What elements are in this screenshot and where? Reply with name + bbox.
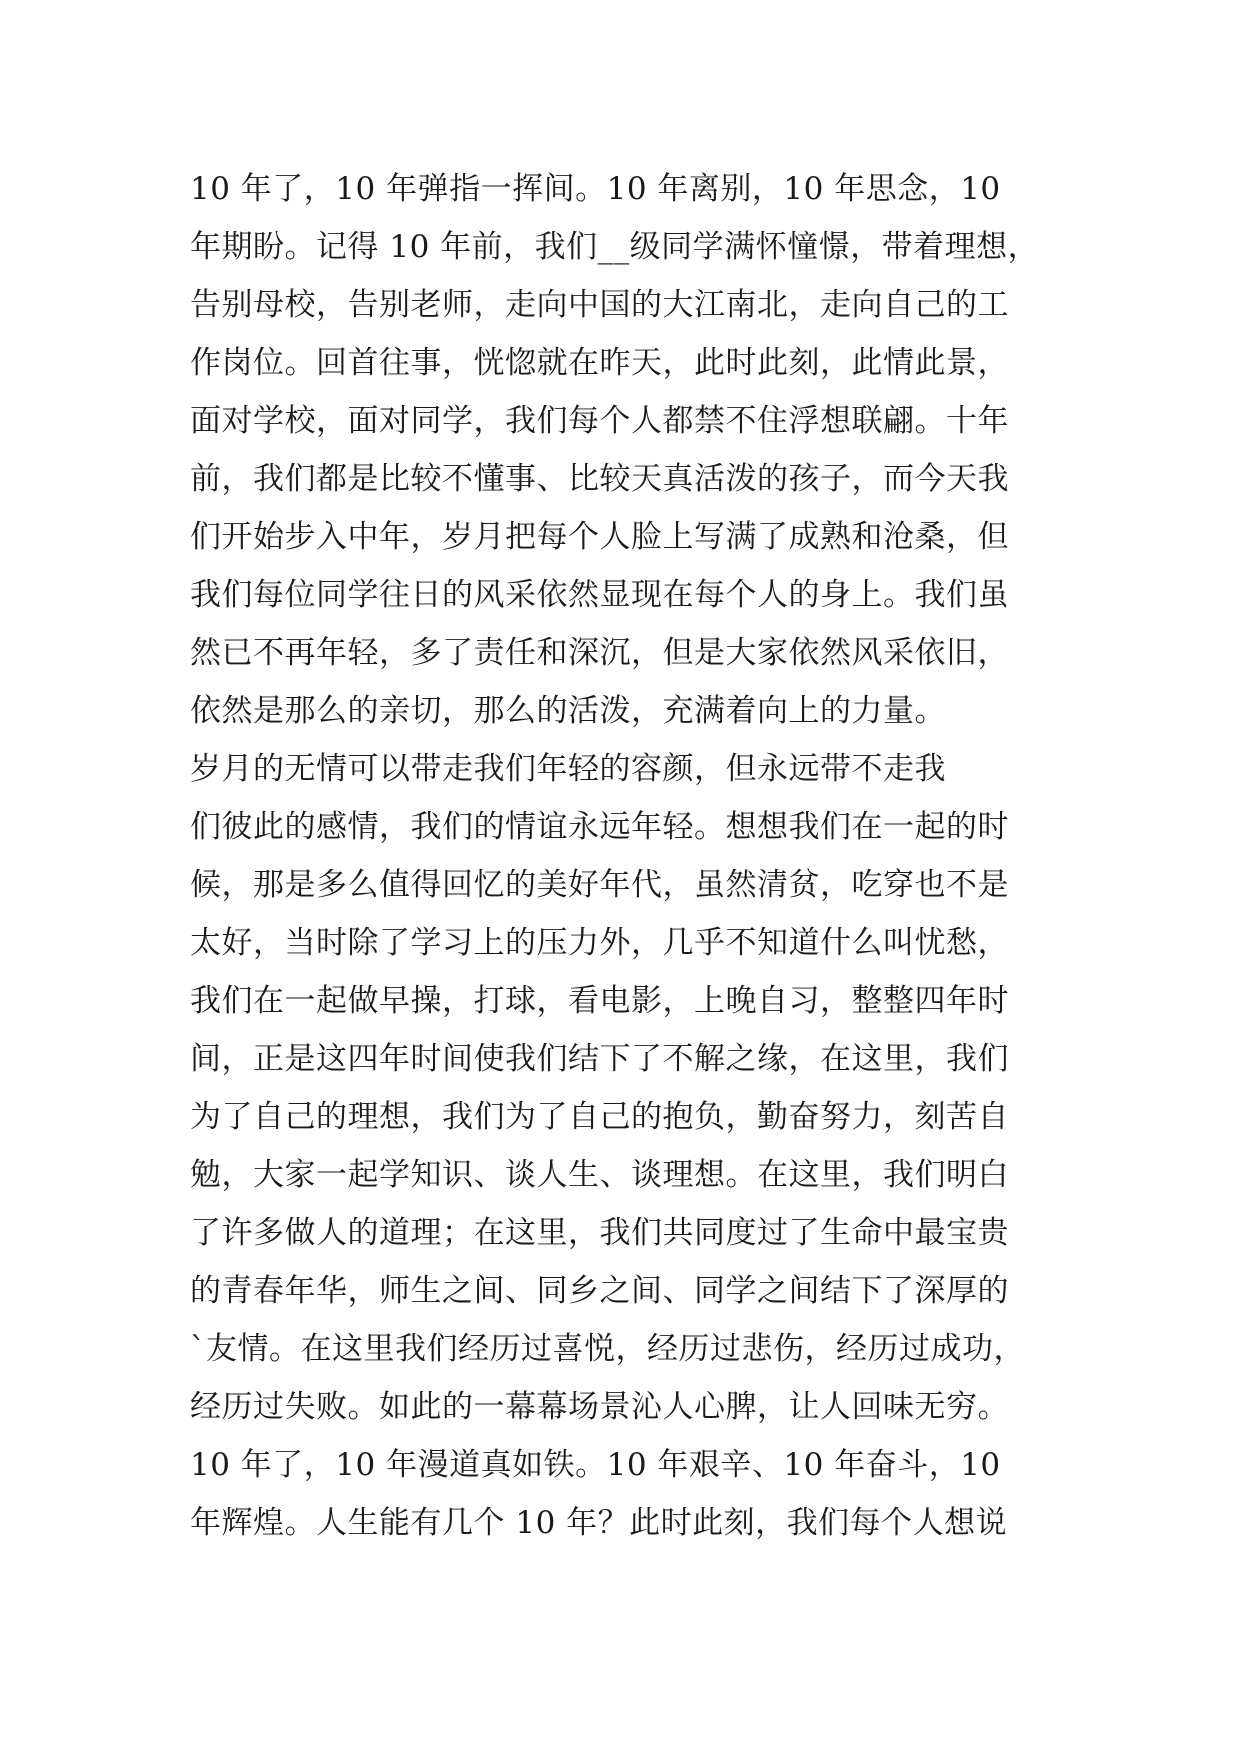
text-line: 10 年了，10 年弹指一挥间。10 年离别，10 年思念，10 — [190, 171, 1001, 207]
text-line: 候，那是多么值得回忆的美好年代，虽然清贫，吃穿也不是 — [190, 867, 1009, 903]
text-line: 了许多做人的道理；在这里，我们共同度过了生命中最宝贵 — [190, 1215, 1009, 1251]
text-line: 的青春年华，师生之间、同乡之间、同学之间结下了深厚的 — [190, 1273, 1009, 1309]
text-line: 经历过失败。如此的一幕幕场景沁人心脾，让人回味无穷。 — [190, 1389, 1009, 1425]
text-line: 依然是那么的亲切，那么的活泼，充满着向上的力量。 — [190, 693, 946, 729]
body-text — [190, 160, 1060, 1552]
text-line: 间，正是这四年时间使我们结下了不解之缘，在这里，我们 — [190, 1041, 1009, 1077]
text-line: 我们在一起做早操，打球，看电影，上晚自习，整整四年时 — [190, 983, 1009, 1019]
text-line: 岁月的无情可以带走我们年轻的容颜，但永远带不走我 — [190, 751, 946, 787]
text-line: 年辉煌。人生能有几个 10 年？此时此刻，我们每个人想说 — [190, 1505, 1008, 1541]
text-line: `友情。在这里我们经历过喜悦，经历过悲伤，经历过成功， — [190, 1331, 1025, 1367]
text-line: 告别母校，告别老师，走向中国的大江南北，走向自己的工 — [190, 287, 1009, 323]
text-line: 面对学校，面对同学，我们每个人都禁不住浮想联翩。十年 — [190, 403, 1009, 439]
text-line: 们开始步入中年，岁月把每个人脸上写满了成熟和沧桑，但 — [190, 519, 1009, 555]
text-line: 前，我们都是比较不懂事、比较天真活泼的孩子，而今天我 — [190, 461, 1009, 497]
text-line: 们彼此的感情，我们的情谊永远年轻。想想我们在一起的时 — [190, 809, 1009, 845]
text-line: 然已不再年轻，多了责任和深沉，但是大家依然风采依旧， — [190, 635, 1009, 671]
text-line: 勉，大家一起学知识、谈人生、谈理想。在这里，我们明白 — [190, 1157, 1009, 1193]
text-line: 作岗位。回首往事，恍惚就在昨天，此时此刻，此情此景， — [190, 345, 1009, 381]
text-line: 年期盼。记得 10 年前，我们__级同学满怀憧憬，带着理想， — [190, 229, 1040, 265]
text-line: 10 年了，10 年漫道真如铁。10 年艰辛、10 年奋斗，10 — [190, 1447, 1001, 1483]
text-line: 为了自己的理想，我们为了自己的抱负，勤奋努力，刻苦自 — [190, 1099, 1009, 1135]
text-line: 太好，当时除了学习上的压力外，几乎不知道什么叫忧愁， — [190, 925, 1009, 961]
text-line: 我们每位同学往日的风采依然显现在每个人的身上。我们虽 — [190, 577, 1009, 613]
